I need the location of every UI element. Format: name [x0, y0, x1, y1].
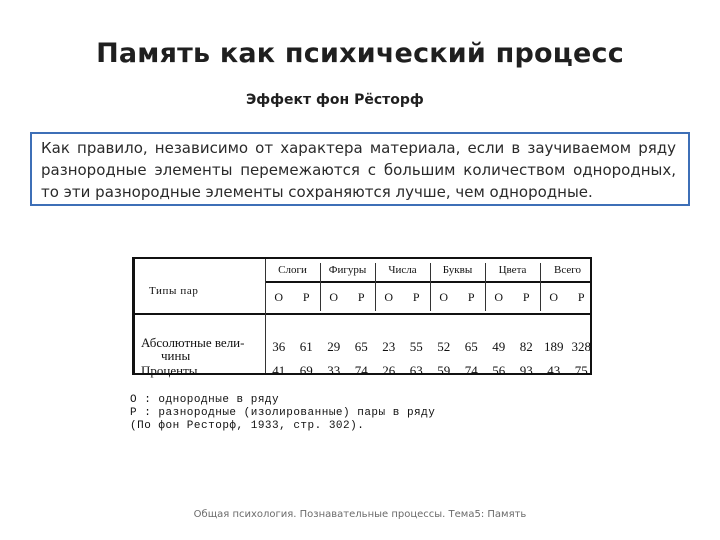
subheader-cell: Р — [577, 290, 585, 304]
subheader-cell: О — [439, 290, 449, 304]
header-divider — [265, 281, 590, 283]
subheader-cell: О — [384, 290, 394, 304]
table-cell: 65 — [464, 339, 478, 354]
table-cell: 74 — [464, 363, 478, 378]
table-cell: 61 — [299, 339, 313, 354]
subheader-cell: Р — [302, 290, 310, 304]
subheader-cell: О — [329, 290, 339, 304]
definition-text-box: Как правило, независимо от характера материала, если в заучиваемом ряду разнородные элементы перемежаются с большим количеством однородных, то эти разнородные элементы сохраняются лучше, чем однородные. — [30, 132, 690, 206]
row-label: Проценты — [141, 363, 198, 378]
label-column-divider — [265, 259, 266, 373]
subheader-cell: Р — [357, 290, 365, 304]
subheader-cell: О — [494, 290, 504, 304]
table-cell: 26 — [382, 363, 396, 378]
table-cell: 43 — [547, 363, 561, 378]
group-header: Слоги — [278, 264, 307, 276]
results-table — [132, 257, 592, 378]
slide-subtitle: Эффект фон Рёсторф — [246, 92, 424, 108]
slide-footer: Общая психология. Познавательные процессы. Тема5: Память — [193, 509, 527, 520]
table-cell: 328 — [571, 339, 591, 354]
group-header: Цвета — [498, 264, 527, 276]
table-cell: 29 — [327, 339, 341, 354]
table-cell: 36 — [272, 339, 286, 354]
row-label: Абсолютные вели- — [141, 335, 245, 350]
table-cell: 55 — [409, 339, 423, 354]
group-header: Буквы — [442, 264, 473, 276]
table-note-1: О : однородные в ряду — [130, 394, 280, 406]
table-cell: 49 — [492, 339, 506, 354]
subheader-cell: О — [274, 290, 284, 304]
slide-title: Память как психический процесс — [96, 38, 624, 69]
corner-header: Типы пар — [149, 285, 199, 297]
row-label-cont: чины — [161, 348, 191, 363]
table-cell: 59 — [437, 363, 451, 378]
table-note-3: (По фон Ресторф, 1933, стр. 302). — [130, 420, 365, 432]
group-header: Всего — [554, 264, 581, 276]
table-cell: 23 — [382, 339, 396, 354]
table-cell: 74 — [354, 363, 368, 378]
subheader-cell: Р — [412, 290, 420, 304]
group-header: Фигуры — [328, 264, 367, 276]
table-cell: 41 — [272, 363, 286, 378]
table-cell: 63 — [409, 363, 423, 378]
table-cell: 93 — [519, 363, 533, 378]
scanned-table-figure — [128, 255, 598, 435]
table-cell: 33 — [327, 363, 341, 378]
table-cell: 82 — [519, 339, 533, 354]
table-cell: 69 — [299, 363, 313, 378]
header-bottom-line — [135, 313, 590, 315]
table-cell: 65 — [354, 339, 368, 354]
table-cell: 189 — [544, 339, 564, 354]
table-cell: 56 — [492, 363, 506, 378]
subheader-cell: О — [549, 290, 559, 304]
group-header: Числа — [388, 264, 417, 276]
table-cell: 52 — [437, 339, 451, 354]
subheader-cell: Р — [522, 290, 530, 304]
table-cell: 75 — [574, 363, 588, 378]
table-note-2: Р : разнородные (изолированные) пары в ряду — [130, 407, 436, 419]
subheader-cell: Р — [467, 290, 475, 304]
